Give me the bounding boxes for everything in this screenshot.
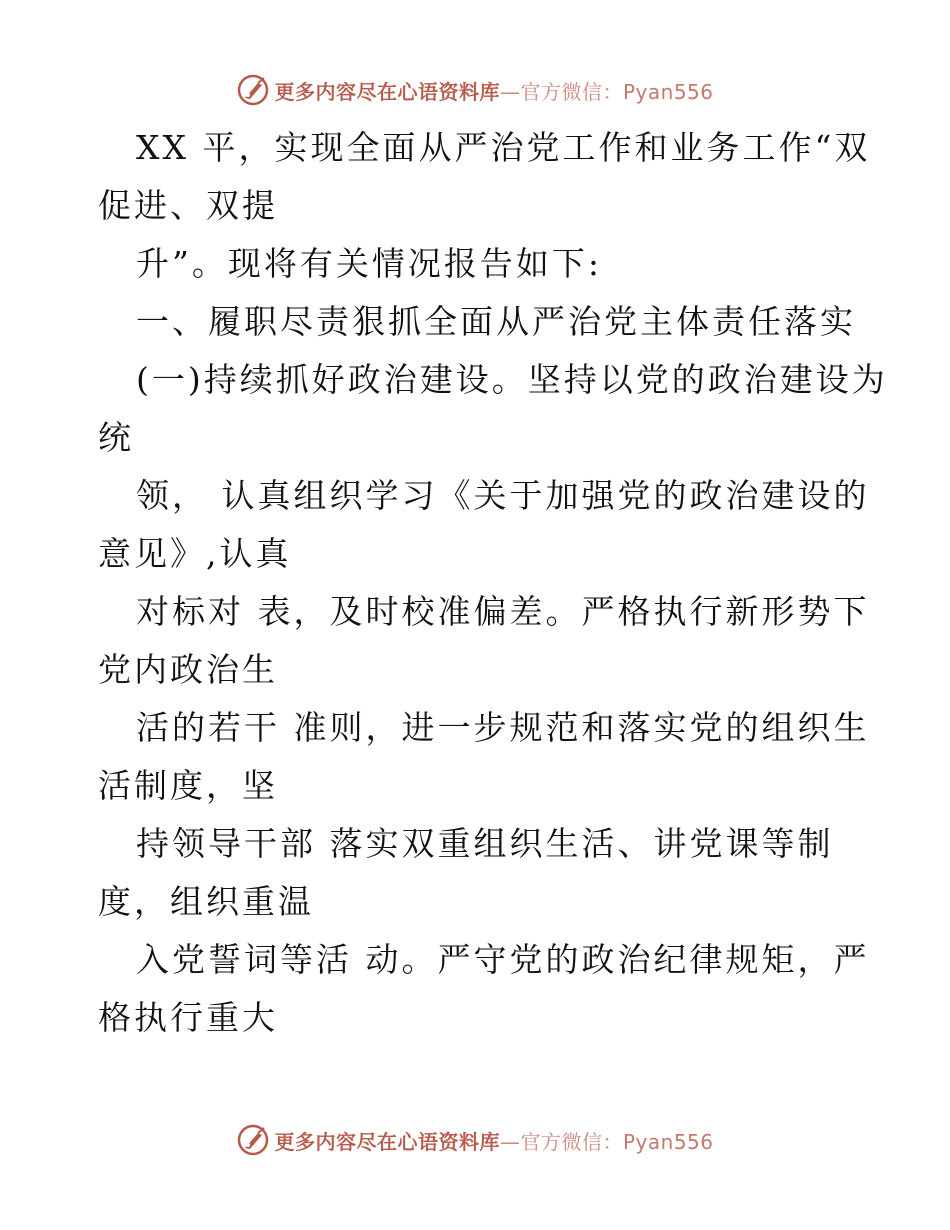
header-separator: — — [499, 79, 521, 104]
text-line: 活的若干 准则，进一步规范和落实党的组织生 — [136, 708, 870, 747]
text-line: 活制度，坚 — [98, 766, 278, 805]
quill-pen-logo-icon — [236, 1123, 270, 1157]
text-line: 度，组织重温 — [98, 882, 314, 921]
text-line: 对标对 表，及时校准偏差。严格执行新形势下 — [136, 592, 870, 631]
header-watermark-text — [274, 76, 713, 105]
header-wechat-id: Pyan556 — [622, 79, 714, 104]
text-line: 升”。现将有关情况报告如下: — [136, 244, 602, 283]
footer-watermark — [0, 1120, 950, 1160]
footer-wechat-label: 官方微信： — [520, 1129, 623, 1154]
footer-wechat-id: Pyan556 — [622, 1129, 714, 1154]
header-wechat-label: 官方微信： — [520, 79, 623, 104]
subsection-heading: (一)持续抓好政治建设。坚持以党的政治建设为 — [136, 360, 888, 399]
text-line: 党内政治生 — [98, 650, 278, 689]
text-line: 统 — [98, 418, 134, 457]
footer-separator: — — [499, 1129, 521, 1154]
text-line: 意见》,认真 — [98, 534, 292, 573]
text-line: 入党誓词等活 动。严守党的政治纪律规矩，严 — [136, 940, 870, 979]
quill-pen-logo-icon — [236, 73, 270, 107]
section-heading: 一、履职尽责狠抓全面从严治党主体责任落实 — [136, 302, 856, 341]
text-line: 促进、双提 — [98, 186, 278, 225]
text-line: 领， 认真组织学习《关于加强党的政治建设的 — [136, 476, 870, 515]
text-line: 持领导干部 落实双重组织生活、讲党课等制 — [136, 824, 834, 863]
header-site-text: 更多内容尽在心语资料库 — [274, 79, 500, 104]
footer-site-text: 更多内容尽在心语资料库 — [274, 1129, 500, 1154]
footer-watermark-text — [274, 1126, 713, 1155]
document-body — [98, 119, 888, 1047]
text-line: 格执行重大 — [98, 998, 278, 1037]
text-line: XX 平，实现全面从严治党工作和业务工作“双 — [136, 128, 871, 167]
header-watermark — [0, 70, 950, 110]
